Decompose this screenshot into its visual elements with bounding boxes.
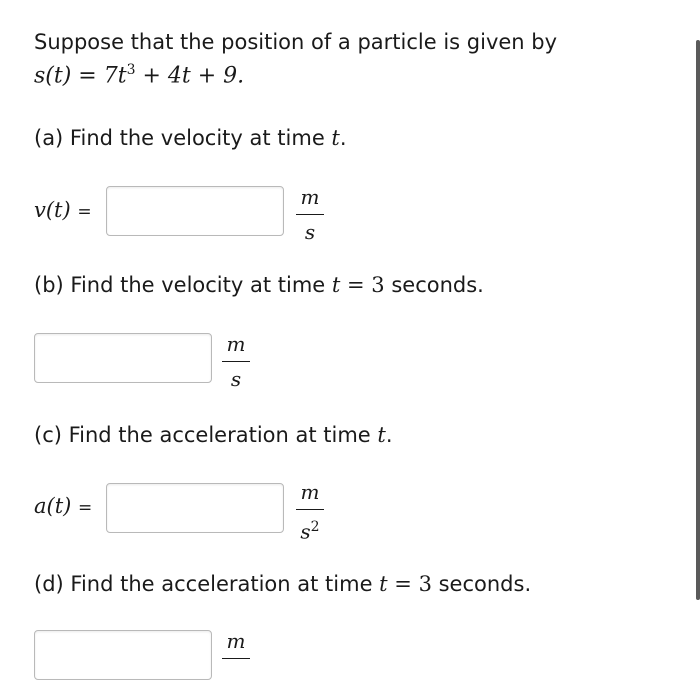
unit-m-per-s: m s (290, 186, 330, 243)
velocity-label: v(t) = (34, 198, 92, 222)
position-equation (34, 62, 244, 88)
acceleration-function-input[interactable] (106, 483, 284, 533)
velocity-at-3s-input[interactable] (34, 333, 212, 383)
acceleration-at-3s-input[interactable] (34, 630, 212, 680)
unit-m-per-s-squared: m $s^2$ (290, 481, 330, 543)
problem-intro-text: Suppose that the position of a particle is given by (34, 30, 558, 54)
part-b-prompt: (b) Find the velocity at time t = 3 seconds. (34, 273, 484, 297)
position-function: s(t) (34, 63, 72, 89)
part-d-prompt: (d) Find the acceleration at time t = 3 seconds. (34, 572, 532, 596)
velocity-function-input[interactable] (106, 186, 284, 236)
problem-statement (34, 30, 557, 54)
equation-rhs: = 7t (78, 63, 127, 89)
vertical-scrollbar[interactable] (696, 40, 700, 600)
fraction-bar (296, 509, 324, 510)
part-c-prompt: (c) Find the acceleration at time t. (34, 423, 393, 447)
fraction-bar (222, 361, 250, 362)
fraction-bar (222, 658, 250, 659)
equation-exponent: 3 (126, 62, 136, 78)
fraction-bar (296, 214, 324, 215)
part-a-prompt: (a) Find the velocity at time t. (34, 126, 347, 150)
equation-tail: + 4t + 9. (135, 63, 245, 89)
unit-m-per-s: m s (216, 333, 256, 390)
acceleration-label: a(t) = (34, 494, 93, 518)
unit-m-partial: m (216, 630, 256, 665)
